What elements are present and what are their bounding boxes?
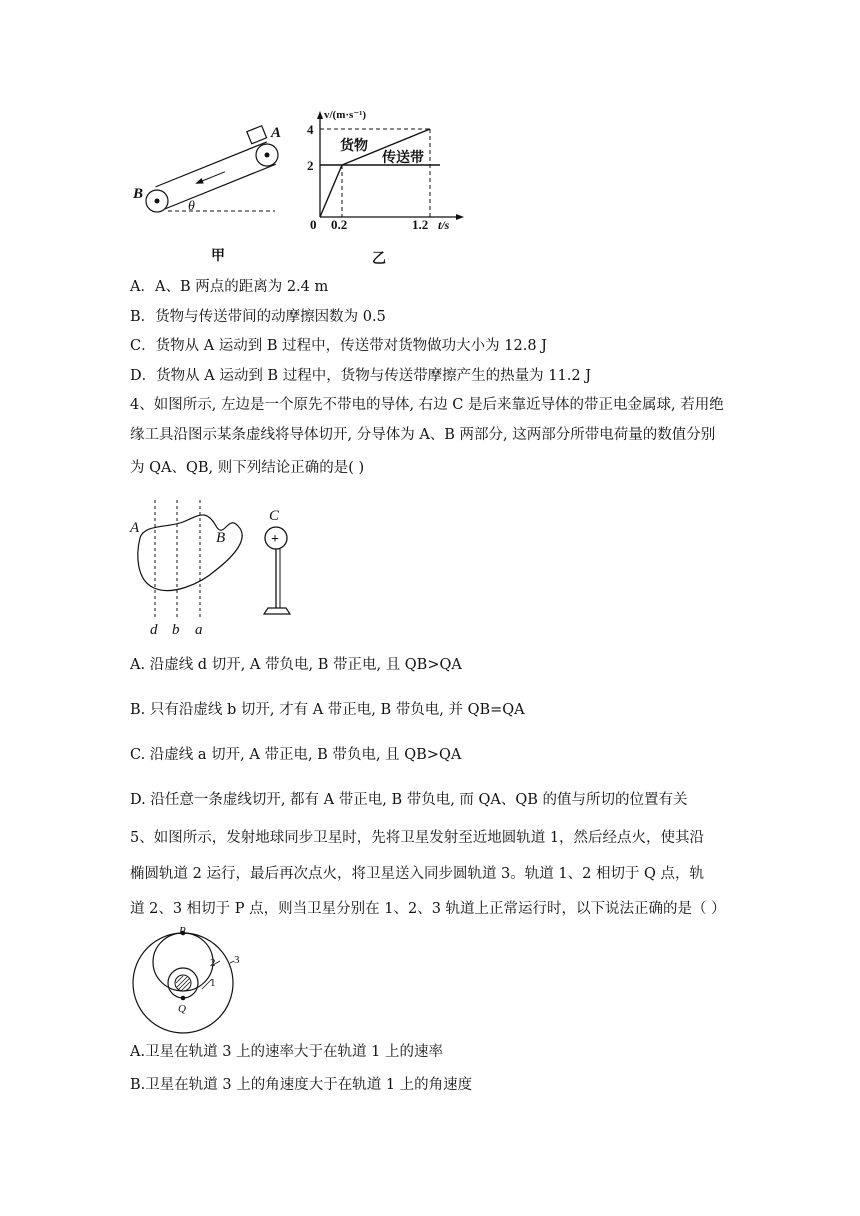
label-b: B [133,186,144,202]
label-a-line: a [195,622,203,638]
q4-option-d: D. 沿任意一条虚线切开, 都有 A 带正电, B 带负电, 而 QA、QB 的值与所切的位置有关 [130,792,688,808]
label-theta: θ [188,199,195,214]
cargo-line [320,129,430,217]
label-b-line: b [172,622,180,638]
caption-yi: 乙 [372,251,386,267]
label-3: 3 [234,954,240,966]
q5-stem-line-1: 5、如图所示，发射地球同步卫星时，先将卫星发射至近地圆轨道 1，然后经点火，使其沿 [130,830,705,846]
cargo-box [247,126,267,144]
figure-conveyor-belt [130,118,290,228]
q3-option-c: C．货物从 A 运动到 B 过程中，传送带对货物做功大小为 12.8 J [130,338,547,354]
label-a: A [271,125,282,141]
label-cargo: 货物 [340,139,368,154]
q3-option-a: A．A、B 两点的距离为 2.4 m [130,279,329,295]
q3-option-b: B．货物与传送带间的动摩擦因数为 0.5 [130,309,386,325]
label-belt: 传送带 [382,151,424,166]
q4-option-b: B. 只有沿虚线 b 切开, 才有 A 带正电, B 带负电, 并 QB=QA [130,702,525,718]
tick-4: 4 [307,122,314,137]
q5-option-a: A.卫星在轨道 3 上的速率大于在轨道 1 上的速率 [130,1044,443,1060]
caption-jia: 甲 [211,248,225,264]
label-c: C [269,508,280,524]
x-axis-label: t/s [438,218,450,232]
q5-stem-line-3: 道 2、3 相切于 P 点，则当卫星分别在 1、2、3 轨道上正常运行时，以下说法正确的是（ ） [130,901,726,917]
q4-option-a: A. 沿虚线 d 切开, A 带负电, B 带正电, 且 QB>QA [130,657,462,673]
label-q: Q [178,1003,186,1015]
label-b: B [216,530,226,546]
conductor-shape [138,515,242,591]
label-a: A [130,520,140,536]
q4-stem-line-1: 4、如图所示, 左边是一个原先不带电的导体, 右边 C 是后来靠近导体的带正电金属球, 若用绝 [130,397,724,413]
q4-option-c: C. 沿虚线 a 切开, A 带正电, B 带负电, 且 QB>QA [130,747,462,763]
y-axis-label: v/(m·s⁻¹) [324,109,367,121]
figure-orbits [130,925,245,1035]
q5-option-b: B.卫星在轨道 3 上的角速度大于在轨道 1 上的角速度 [130,1077,473,1093]
q5-stem-line-2: 椭圆轨道 2 运行，最后再次点火，将卫星送入同步圆轨道 3。轨道 1、2 相切于 Q 点，轨 [130,866,705,882]
q4-stem-line-3: 为 QA、QB, 则下列结论正确的是( ) [130,460,365,476]
figure-conductor [128,500,308,640]
tick-0-2: 0.2 [331,217,348,232]
label-p: P [179,925,186,937]
tick-2: 2 [307,158,314,173]
figure-vt-graph [300,105,470,235]
q4-stem-line-2: 缘工具沿图示某条虚线将导体切开, 分导体为 A、B 两部分, 这两部分所带电荷量的数值分别 [130,427,716,443]
tick-0: 0 [310,217,317,232]
label-1: 1 [210,977,216,989]
label-2: 2 [210,957,216,969]
q3-option-d: D．货物从 A 运动到 B 过程中，货物与传送带摩擦产生的热量为 11.2 J [130,368,592,384]
tick-1-2: 1.2 [412,217,429,232]
label-d: d [150,622,158,638]
plus-sign: + [271,532,279,547]
